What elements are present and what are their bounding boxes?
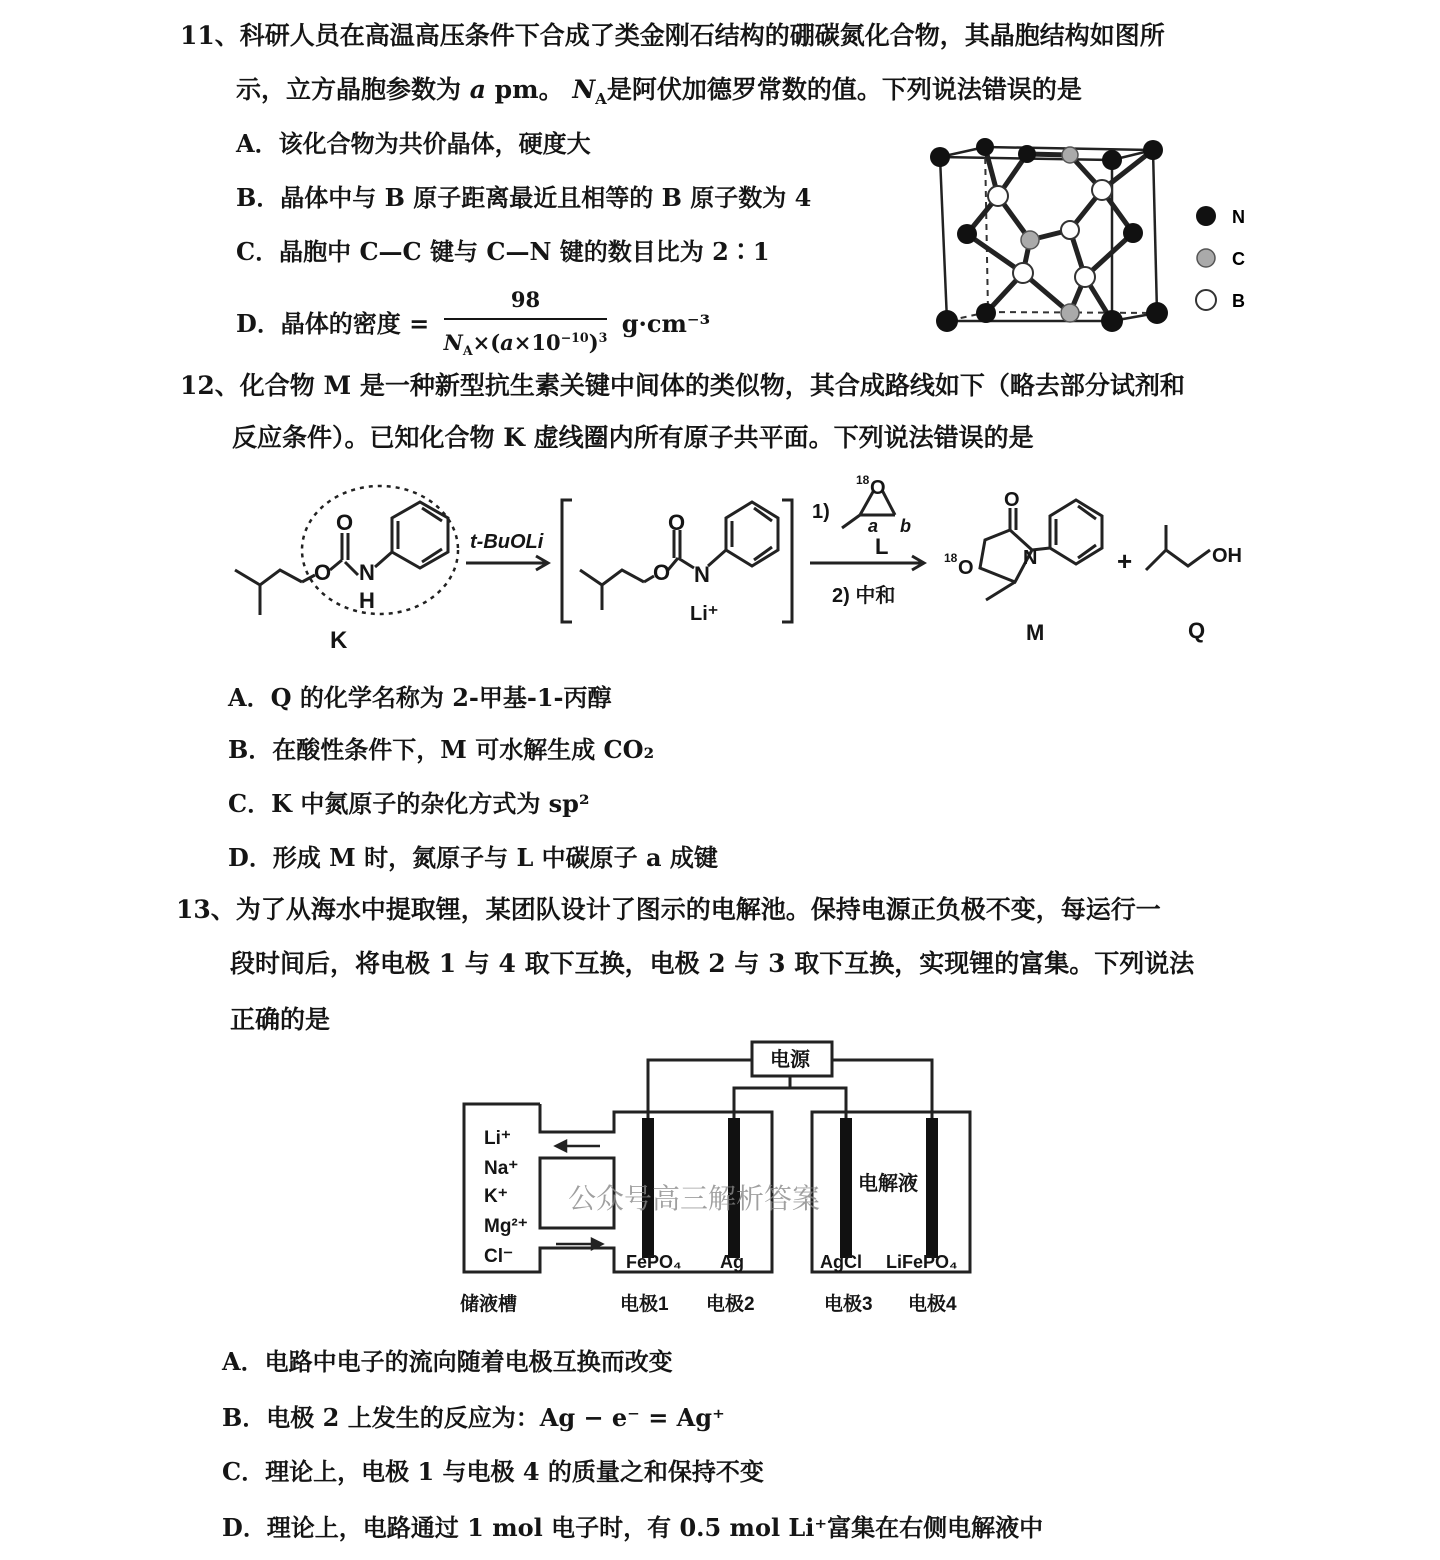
legend-n: N [1232, 207, 1245, 227]
q11-line1 [180, 20, 1165, 52]
m-atom-o2: O [1004, 489, 1020, 511]
int-atom-n: N [694, 562, 710, 587]
k-atom-n: N [359, 560, 375, 585]
step-1: 1) [812, 501, 830, 523]
power-label: 电源 [770, 1049, 810, 1071]
q12-text-line1: 化合物 M 是一种新型抗生素关键中间体的类似物，其合成路线如下（略去部分试剂和 [239, 371, 1185, 400]
q13-option-c[interactable]: C．理论上，电极 1 与电极 4 的质量之和保持不变 [222, 1457, 764, 1486]
m-isotope: 18 [944, 551, 958, 565]
label-k: K [330, 627, 348, 654]
q11-option-d-label: D．晶体的密度 = [236, 309, 430, 339]
watermark: 公众号高三解析答案 [568, 1183, 821, 1214]
q13-option-d[interactable]: D．理论上，电路通过 1 mol 电子时，有 0.5 mol Li⁺富集在右侧电解液中 [222, 1513, 1044, 1542]
q13-option-b[interactable]: B．电极 2 上发生的反应为：Ag − e⁻ = Ag⁺ [222, 1403, 725, 1432]
q12-option-a[interactable]: A．Q 的化学名称为 2-甲基-1-丙醇 [228, 683, 612, 712]
electrode-1-name: 电极1 [620, 1294, 669, 1315]
k-atom-h: H [359, 588, 375, 613]
plus-sign: + [1117, 546, 1133, 576]
q11-option-d[interactable] [236, 284, 710, 367]
crystal-cell-diagram [920, 130, 1260, 340]
k-atom-o2: O [336, 510, 354, 535]
electrode-4-bar [926, 1118, 938, 1258]
electrolysis-diagram [440, 1030, 1000, 1330]
l-atom-o: O [870, 477, 886, 499]
electrode-3-bar [840, 1118, 852, 1258]
int-li: Li⁺ [690, 603, 719, 625]
electrode-4-name: 电极4 [908, 1294, 957, 1315]
q12-option-b[interactable]: B．在酸性条件下，M 可水解生成 CO₂ [228, 735, 655, 764]
ion-cl: Cl⁻ [484, 1246, 514, 1267]
q11-option-b[interactable]: B．晶体中与 B 原子距离最近且相等的 B 原子数为 4 [236, 183, 812, 212]
ion-mg: Mg²⁺ [484, 1216, 528, 1237]
q11-option-c[interactable]: C．晶胞中 C—C 键与 C—N 键的数目比为 2∶1 [236, 237, 770, 266]
q11-text-line1: 科研人员在高温高压条件下合成了类金刚石结构的硼碳氮化合物，其晶胞结构如图所 [239, 21, 1165, 50]
q12-number: 12、 [180, 371, 240, 400]
q13-text-line3: 正确的是 [230, 1005, 331, 1034]
cell-legend [1196, 206, 1245, 311]
density-fraction [444, 284, 608, 367]
q-atom-oh: OH [1212, 545, 1242, 567]
q11-text-line2-post: 是阿伏加德罗常数的值。下列说法错误的是 [606, 75, 1082, 104]
q12-option-d[interactable]: D．形成 M 时，氮原子与 L 中碳原子 a 成键 [228, 843, 718, 872]
q12-text-line2: 反应条件）。已知化合物 K 虚线圈内所有原子共平面。下列说法错误的是 [232, 423, 1034, 452]
m-atom-n: N [1023, 547, 1038, 569]
label-m: M [1026, 620, 1045, 645]
legend-c: C [1232, 249, 1245, 269]
q13-line1 [176, 894, 1161, 926]
reaction-scheme [220, 470, 1280, 660]
tank-label: 储液槽 [460, 1294, 518, 1315]
density-denominator: $N_A\times(a\times 10^{-10})^3$ [443, 330, 608, 359]
m-atom-o: O [958, 557, 974, 579]
q12-option-c[interactable]: C．K 中氮原子的杂化方式为 sp² [228, 789, 590, 818]
l-isotope: 18 [856, 473, 870, 487]
q13-text-line1: 为了从海水中提取锂，某团队设计了图示的电解池。保持电源正负极不变，每运行一 [235, 895, 1161, 924]
legend-b: B [1232, 291, 1245, 311]
electrode-4-material: LiFePO₄ [886, 1252, 958, 1272]
q11-option-a[interactable]: A．该化合物为共价晶体，硬度大 [236, 129, 591, 158]
int-atom-o2: O [668, 510, 686, 535]
q11-na-sub: A [595, 90, 607, 108]
bond-b: b [900, 516, 911, 536]
electrolyte-label: 电解液 [858, 1173, 918, 1195]
q11-unit: pm。 [494, 75, 564, 104]
ion-li: Li⁺ [484, 1128, 511, 1149]
density-numerator: 98 [444, 284, 608, 320]
int-atom-o: O [653, 560, 671, 585]
step-2: 2) 中和 [832, 585, 896, 607]
q13-number: 13、 [176, 895, 236, 924]
reagent-tbuoli: t-BuOLi [470, 531, 544, 553]
label-l: L [875, 534, 889, 559]
ion-k: K⁺ [484, 1186, 508, 1207]
q12-line1 [180, 370, 1185, 402]
q11-text-line2-pre: 示，立方晶胞参数为 [236, 75, 462, 104]
label-q: Q [1188, 618, 1206, 643]
q11-number: 11、 [180, 21, 240, 50]
q11-var-a: a [469, 75, 486, 104]
q13-option-a[interactable]: A．电路中电子的流向随着电极互换而改变 [222, 1347, 673, 1376]
q11-na: N [572, 75, 596, 104]
bond-a: a [868, 516, 879, 536]
q11-line2 [236, 74, 1082, 115]
electrode-3-material: AgCl [820, 1252, 862, 1272]
electrode-3-name: 电极3 [824, 1294, 873, 1315]
k-atom-o: O [314, 560, 332, 585]
density-unit: g·cm⁻³ [621, 309, 711, 339]
q13-text-line2: 段时间后，将电极 1 与 4 取下互换，电极 2 与 3 取下互换，实现锂的富集。下列说法 [230, 949, 1195, 978]
ion-na: Na⁺ [484, 1158, 519, 1179]
electrode-2-material: Ag [720, 1252, 744, 1272]
electrode-2-name: 电极2 [706, 1294, 755, 1315]
electrode-1-material: FePO₄ [626, 1252, 682, 1272]
